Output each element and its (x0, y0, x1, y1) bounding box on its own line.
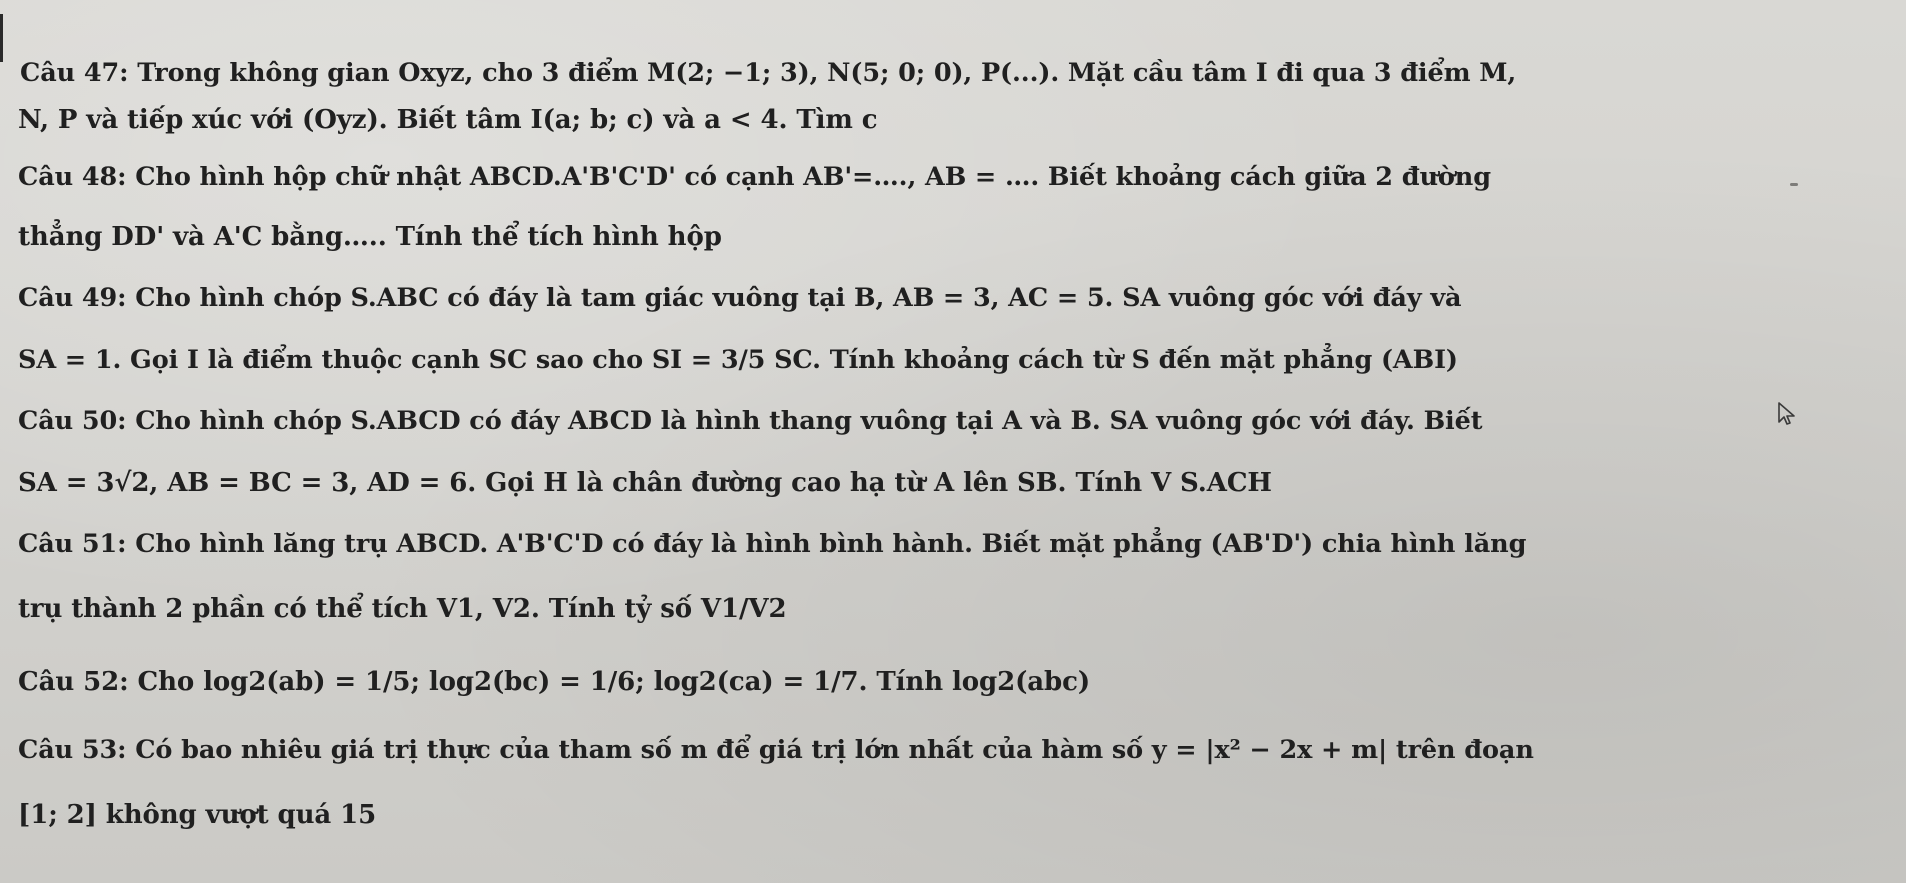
question-53-line-1: Câu 53: Có bao nhiêu giá trị thực của tham số m để giá trị lớn nhất của hàm số y = |x² − 2x + m| trên đoạn (18, 735, 1534, 765)
cursor-arrow-icon (1777, 402, 1795, 426)
question-47-line-1: Câu 47: Trong không gian Oxyz, cho 3 điểm M(2; −1; 3), N(5; 0; 0), P(...). Mặt cầu tâm I đi qua 3 điểm M, (20, 58, 1517, 88)
page-edge-mark (0, 14, 3, 62)
question-50-line-2: SA = 3√2, AB = BC = 3, AD = 6. Gọi H là chân đường cao hạ từ A lên SB. Tính V S.ACH (18, 468, 1272, 498)
question-52-line-1: Câu 52: Cho log2(ab) = 1/5; log2(bc) = 1/6; log2(ca) = 1/7. Tính log2(abc) (18, 667, 1091, 697)
question-51-line-2: trụ thành 2 phần có thể tích V1, V2. Tính tỷ số V1/V2 (18, 594, 787, 624)
question-51-line-1: Câu 51: Cho hình lăng trụ ABCD. A'B'C'D có đáy là hình bình hành. Biết mặt phẳng (AB'D') chia hình lăng (18, 529, 1527, 559)
question-48-line-1: Câu 48: Cho hình hộp chữ nhật ABCD.A'B'C'D' có cạnh AB'=…., AB = …. Biết khoảng cách giữa 2 đường (18, 162, 1491, 192)
question-48-line-2: thẳng DD' và A'C bằng….. Tính thể tích hình hộp (18, 222, 722, 252)
question-49-line-2: SA = 1. Gọi I là điểm thuộc cạnh SC sao cho SI = 3/5 SC. Tính khoảng cách từ S đến mặt phẳng (ABI) (18, 345, 1458, 375)
question-47-line-2: N, P và tiếp xúc với (Oyz). Biết tâm I(a; b; c) và a < 4. Tìm c (18, 105, 878, 135)
question-50-line-1: Câu 50: Cho hình chóp S.ABCD có đáy ABCD là hình thang vuông tại A và B. SA vuông góc với đáy. Biết (18, 406, 1483, 436)
question-53-line-2: [1; 2] không vượt quá 15 (18, 800, 377, 830)
question-49-line-1: Câu 49: Cho hình chóp S.ABC có đáy là tam giác vuông tại B, AB = 3, AC = 5. SA vuông góc với đáy và (18, 283, 1462, 313)
dash-mark (1790, 183, 1798, 186)
